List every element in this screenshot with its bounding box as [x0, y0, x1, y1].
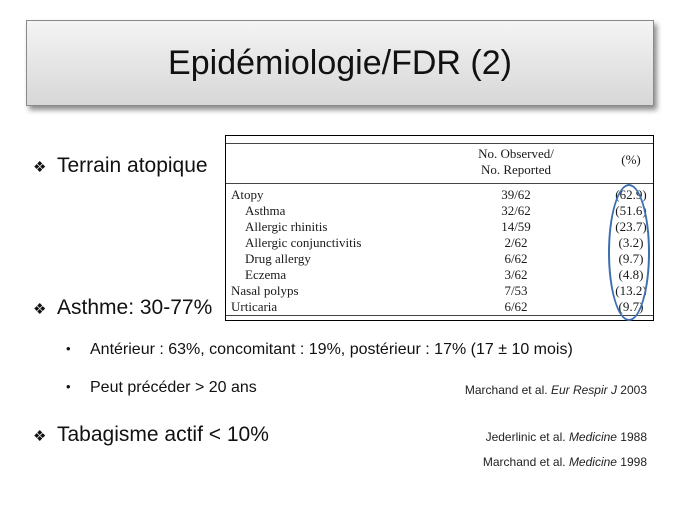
table-row: Asthma 32/62 (51.6) — [245, 203, 647, 218]
table-row: Urticaria 6/62 (9.7) — [231, 299, 644, 314]
bullet-text: Tabagisme actif < 10% — [57, 423, 269, 446]
table-row: Allergic rhinitis 14/59 (23.7) — [245, 219, 647, 234]
table-header-rule — [226, 183, 653, 184]
table-row: Drug allergy 6/62 (9.7) — [245, 251, 644, 266]
diamond-bullet-icon: ❖ — [33, 159, 47, 176]
reference-marchand-2003: Marchand et al. Eur Respir J 2003 — [464, 383, 647, 397]
bullet-text: Terrain atopique — [57, 154, 208, 177]
diamond-bullet-icon: ❖ — [33, 301, 47, 318]
dot-bullet-icon: • — [66, 379, 71, 394]
subbullet-text: Peut précéder > 20 ans — [90, 379, 257, 396]
table-top-rule — [226, 143, 653, 144]
percent-highlight-oval — [608, 184, 650, 321]
table-row: Allergic conjunctivitis 2/62 (3.2) — [245, 235, 644, 250]
table-row: Nasal polyps 7/53 (13.2) — [231, 283, 647, 298]
table-row: Eczema 3/62 (4.8) — [245, 267, 644, 282]
table-bottom-rule — [226, 315, 653, 316]
table-header-observed: No. Observed/ No. Reported — [478, 146, 554, 177]
diamond-bullet-icon: ❖ — [33, 428, 47, 445]
subbullet-text: Antérieur : 63%, concomitant : 19%, postérieur : 17% (17 ± 10 mois) — [90, 341, 573, 358]
atopy-table — [225, 135, 654, 321]
reference-jederlinic-1988: Jederlinic et al. Medicine 1988 — [485, 430, 647, 444]
title-box — [26, 20, 654, 106]
dot-bullet-icon: • — [66, 341, 71, 356]
reference-marchand-1998: Marchand et al. Medicine 1998 — [482, 455, 647, 469]
table-row: Atopy 39/62 (62.9) — [231, 187, 647, 202]
bullet-text: Asthme: 30-77% — [57, 296, 213, 319]
table-header-percent: (%) — [621, 152, 641, 167]
slide-title: Epidémiologie/FDR (2) — [168, 43, 512, 82]
